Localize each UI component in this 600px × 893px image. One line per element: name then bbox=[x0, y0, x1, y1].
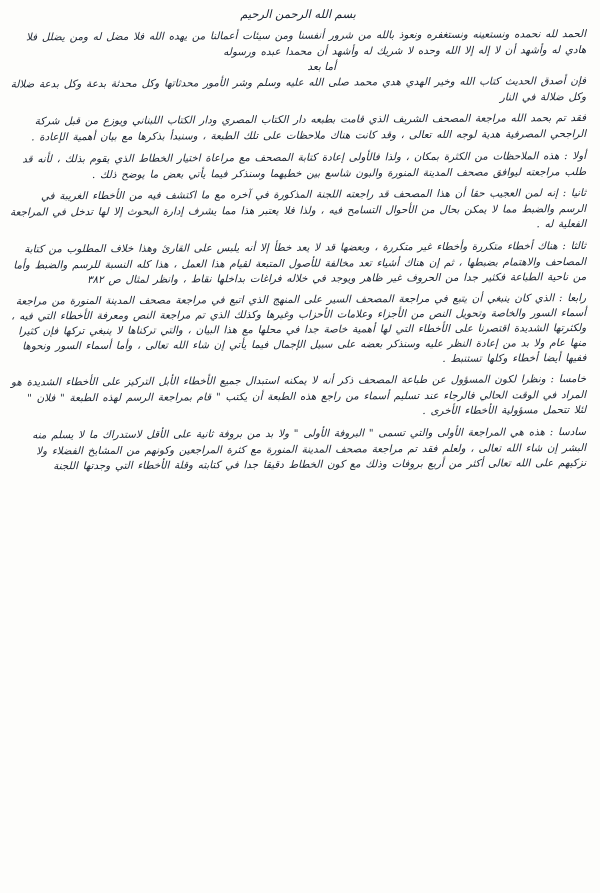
point-1-paragraph: أولا : هذه الملاحظات من الكثرة بمكان ، ولذا فالأولى إعادة كتابة المصحف مع مراعاة اختيار الخطاط الذي يقوم بذلك ، لأنه قد طلب مراجعته ليوافق مصحف المدينة المنورة والبون شاسع بين خطيهما وسنذكر فيما يأتي بعض ما يوضح ذلك . bbox=[22, 149, 587, 181]
intro-paragraph: الحمد لله نحمده ونستعينه ونستغفره ونعوذ بالله من شرور أنفسنا ومن سيئات أعمالنا من يهده الله فلا مضل له ومن يضلل فلا هادي له وأشهد أن لا إله إلا الله وحده لا شريك له وأشهد أن محمدا عبده ورسوله bbox=[25, 27, 587, 58]
opening-paragraph: فإن أصدق الحديث كتاب الله وخير الهدي هدي محمد صلى الله عليه وسلم وشر الأمور محدثاتها وكل محدثة بدعة وكل بدعة ضلالة وكل ضلالة في النار bbox=[10, 75, 587, 104]
amma-baad-heading: أما بعد bbox=[307, 61, 336, 74]
point-3-paragraph: ثالثا : هناك أخطاء متكررة وأخطاء غير متكررة ، وبعضها قد لا يعد خطأ إلا أنه يلبس على القارئ وهذا خلاف المطلوب من كتابة المصاحف والاهتمام بضبطها ، ثم إن هناك أشياء تعد مخالفة للأصول المتبعة لقيام هذا العمل ، هذا كله النسبة للرسم والضبط وأما من ناحية الطباعة فكثير جدا من الحروف غير ظاهر ويوجد في خلاله فراغات بداخلها نقاط ، وانظر لمثال ص ٣٨٢ bbox=[13, 239, 587, 286]
point-2-paragraph: ثانيا : إنه لمن العجيب حقا أن هذا المصحف قد راجعته اللجنة المذكورة في آخره مع ما اكتشف فيه من الأخطاء الغريبة في الرسم والضبط مما لا يمكن بحال من الأحوال التسامح فيه ، ولذا فلا يعتبر هذا مما يشرف إدارة البحوث إلا لها تدخل في المراجعة الفعلية له . bbox=[10, 186, 587, 231]
context-paragraph: فقد تم بحمد الله مراجعة المصحف الشريف الذي قامت بطبعه دار الكتاب المصري ودار الكتاب اللبناني ويوزع من قبل شركة الراجحي المصرفية هدية لوجه الله تعالى ، وقد كانت هناك ملاحظات على تلك الطبعة ، وسنبدأ بذكرها مع بيان أهمية الإعادة . bbox=[31, 112, 587, 144]
basmala: بسم الله الرحمن الرحيم bbox=[240, 7, 356, 21]
point-4-paragraph: رابعا : الذي كان ينبغي أن يتبع في مراجعة المصحف السير على المنهج الذي اتبع في مراجعة مصحف المدينة المنورة من مراجعة أسماء السور والخاصة وتحويل النص من الأجزاء وعلامات الأحزاب وغيرها وكذلك الذي تم مراجعة النص ومعرفة الأخطاء التي فيه ، ولكثرتها الشديدة اقتصرنا على الأخطاء التي لها أهمية خاصة جدا في محلها مع هذا البيان ، والتي تركناها لا ينبغي تركها فإن كثيرا منها عام ولا بد من إعادة النظر عليه وسنذكر بعضه على سبيل الإجمال فيما يأتي إن شاء الله تعالى ، وأما أسماء السور ونحوها ففيها أيضا أخطاء وكلها تستنبط . bbox=[11, 292, 587, 366]
point-6-paragraph: سادسا : هذه هي المراجعة الأولى والتي تسمى " البروفة الأولى " ولا بد من بروفة ثانية على الأقل لاستدراك ما لا يسلم منه البشر إن شاء الله تعالى ، ولعلم فقد تم مراجعة مصحف المدينة المنورة مع كثرة المراجعين وكونهم من المشايخ الفضلاء ولا نزكيهم على الله تعالى أكثر من أربع بروفات وذلك مع كون الخطاط دقيقا جدا في كتابته وقلة الأخطاء التي وجدتها اللجنة bbox=[32, 426, 587, 473]
point-5-paragraph: خامسا : ونظرا لكون المسؤول عن طباعة المصحف ذكر أنه لا يمكنه استبدال جميع الأخطاء الأبل التركيز على الأخطاء الشديدة هو المراد في الوقت الحالي فالرجاء عند تسليم أسماء من راجع هذه الطبعة أن يكتب " قام بمراجعة الرسم لهذه الطبعة " فلان " لئلا تتحمل مسؤولية الأخطاء الأخرى . bbox=[10, 373, 587, 418]
